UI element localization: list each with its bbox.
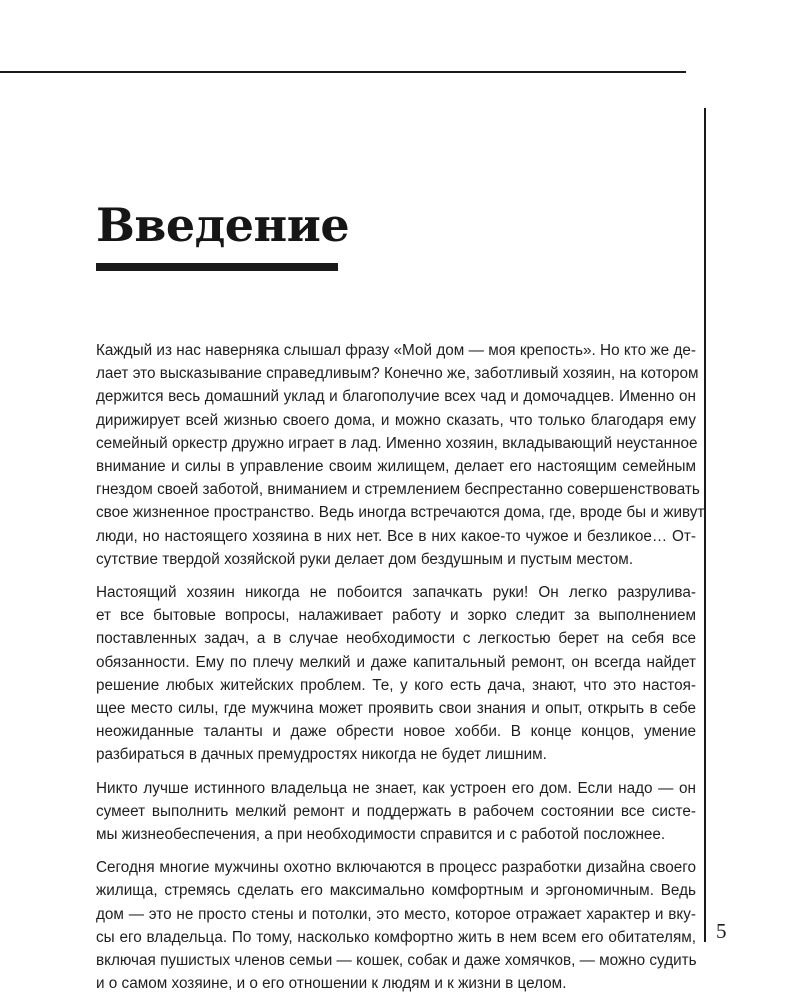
top-rule [0, 71, 686, 73]
text-line: внимание и силы в управление своим жилищем, делает его настоящим семейным [96, 458, 696, 476]
text-line: разбираться в дачных премудростях никогда не будет лишним. [96, 746, 547, 764]
text-line: дирижирует всей жизнью своего дома, и можно сказать, что только благодаря ему [96, 411, 696, 429]
paragraph-1 [96, 339, 705, 571]
text-line: дом — это не просто стены и потолки, это место, которое отражает характер и вку- [96, 905, 696, 923]
page-number: 5 [716, 919, 727, 943]
text-line: сумеет выполнить мелкий ремонт и поддержать в рабочем состоянии все систе- [96, 802, 696, 820]
body-text [96, 339, 705, 1005]
text-line: Настоящий хозяин никогда не побоится запачкать руки! Он легко разрулива- [96, 584, 696, 602]
text-line: семейный оркестр дружно играет в лад. Именно хозяин, вкладывающий неустанное [96, 434, 698, 452]
title-underline-bar [96, 263, 338, 271]
text-line: сы его владельца. По тому, насколько комфортно жить в нем всем его обитателям, [96, 928, 696, 946]
side-rule [704, 108, 706, 942]
text-line: Никто лучше истинного владельца не знает, как устроен его дом. Если надо — он [96, 779, 696, 797]
paragraph-2 [96, 581, 696, 767]
text-line: ет все бытовые вопросы, налаживает работу и зорко следит за выполнением [96, 607, 696, 625]
text-line: Сегодня многие мужчины охотно включаются в процесс разработки дизайна своего [96, 859, 696, 877]
text-line: обязанности. Ему по плечу мелкий и даже капитальный ремонт, он всегда найдет [96, 653, 696, 671]
text-line: сутствие твердой хозяйской руки делает дом бездушным и пустым местом. [96, 550, 634, 568]
text-line: щее место силы, где мужчина может проявить свои знания и опыт, открыть в себе [96, 700, 696, 718]
text-line: решение любых житейских проблем. Те, у кого есть дача, знают, что это настоя- [96, 676, 696, 694]
text-line: жилища, стремясь сделать его максимально комфортным и эргономичным. Ведь [96, 882, 696, 900]
paragraph-3 [96, 777, 696, 847]
text-line: гнездом своей заботой, вниманием и стремлением беспрестанно совершенствовать [96, 481, 700, 499]
text-line: поставленных задач, а в случае необходимости с легкостью берет на себя все [96, 630, 696, 648]
chapter-title: Введение [96, 198, 350, 252]
text-line: свое жизненное пространство. Ведь иногда встречаются дома, где, вроде бы и живут [96, 504, 705, 522]
text-line: люди, но настоящего хозяина в них нет. Все в них какое-то чужое и безликое… От- [96, 527, 696, 545]
text-line: мы жизнеобеспечения, а при необходимости справится и с работой посложнее. [96, 826, 666, 844]
text-line: держится весь домашний уклад и благополучие всех чад и домочадцев. Именно он [96, 388, 696, 406]
text-line: включая пушистых членов семьи — кошек, собак и даже хомячков, — можно судить [96, 952, 697, 970]
text-line: неожиданные таланты и даже обрести новое хобби. В конце концов, умение [96, 723, 696, 741]
paragraph-4 [96, 856, 696, 995]
text-line: Каждый из нас наверняка слышал фразу «Мой дом — моя крепость». Но кто же де- [96, 342, 696, 359]
text-line: лает это высказывание справедливым? Конечно же, заботливый хозяин, на котором [96, 365, 699, 383]
text-line: и о самом хозяине, и о его отношении к людям и к жизни в целом. [96, 975, 567, 993]
